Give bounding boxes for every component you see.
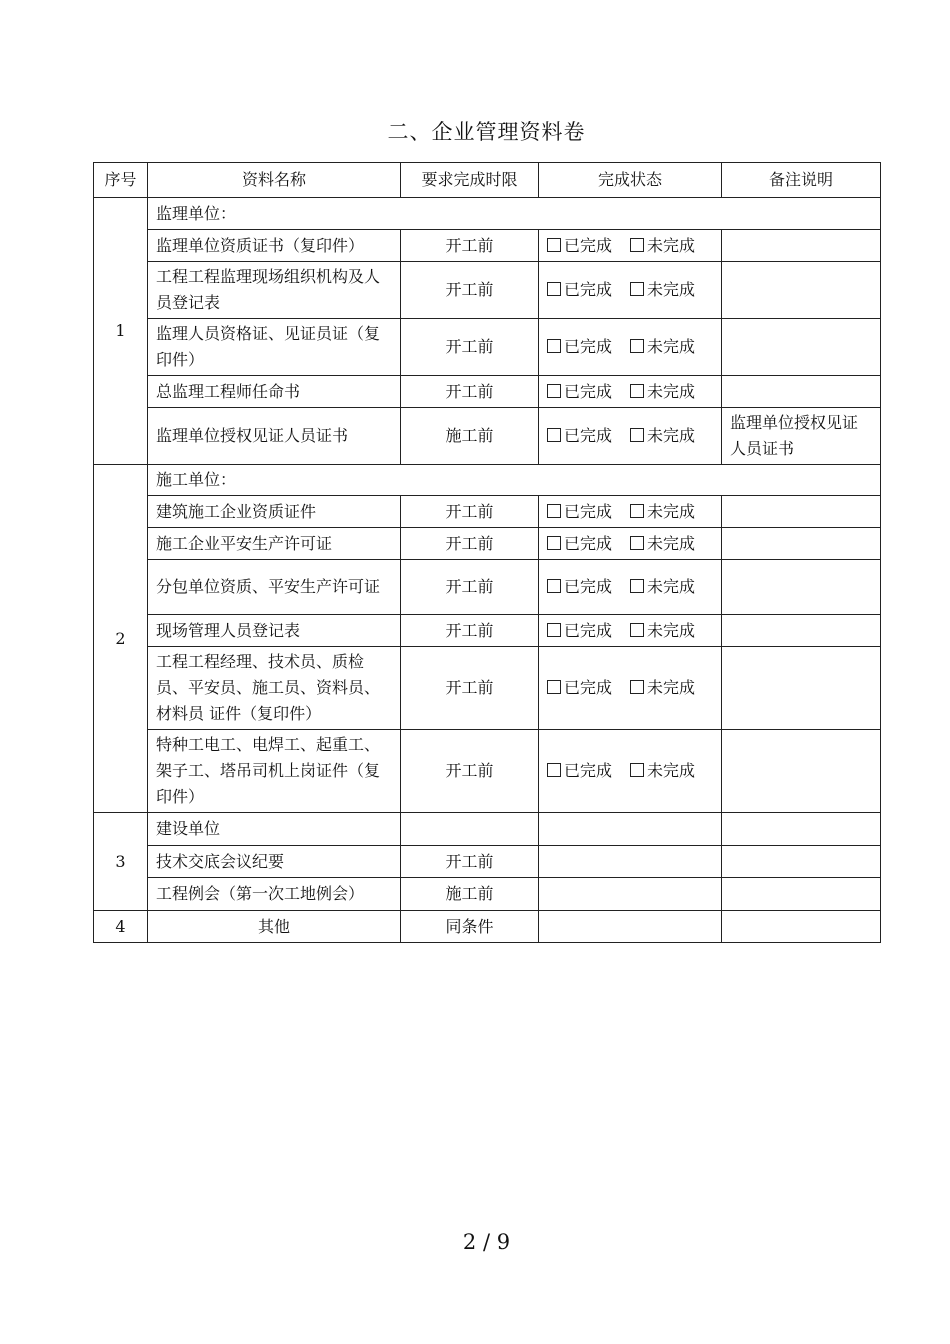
header-no: 序号 xyxy=(94,163,148,198)
table-row xyxy=(94,813,881,846)
item-deadline: 开工前 xyxy=(401,560,539,615)
item-status xyxy=(539,615,722,647)
status-not-done-label: 未完成 xyxy=(647,501,696,521)
checkbox-done[interactable] xyxy=(547,282,561,296)
table-row xyxy=(94,560,881,615)
item-deadline: 开工前 xyxy=(401,647,539,730)
table-row xyxy=(94,319,881,376)
item-status xyxy=(539,262,722,319)
checkbox-not-done[interactable] xyxy=(630,623,644,637)
item-status xyxy=(539,878,722,911)
table-row xyxy=(94,730,881,813)
item-status xyxy=(539,846,722,878)
section-label: 监理单位： xyxy=(148,198,881,230)
item-note xyxy=(722,528,881,560)
status-not-done-label: 未完成 xyxy=(647,620,696,640)
item-name: 监理单位资质证书（复印件） xyxy=(148,230,401,262)
table-row xyxy=(94,846,881,878)
item-name: 建设单位 xyxy=(148,813,401,846)
item-name: 其他 xyxy=(148,911,401,943)
table-row xyxy=(94,230,881,262)
item-deadline: 施工前 xyxy=(401,878,539,911)
item-note xyxy=(722,846,881,878)
status-not-done-label: 未完成 xyxy=(647,426,696,445)
checkbox-done[interactable] xyxy=(547,763,561,777)
table-row xyxy=(94,376,881,408)
item-name: 工程工程经理、技术员、质检员、平安员、施工员、资料员、材料员 证件（复印件） xyxy=(148,647,401,730)
item-note: 监理单位授权见证人员证书 xyxy=(722,408,881,465)
status-done-label: 已完成 xyxy=(564,235,613,255)
item-name: 工程工程监理现场组织机构及人员登记表 xyxy=(148,262,401,319)
checkbox-done[interactable] xyxy=(547,536,561,550)
header-note: 备注说明 xyxy=(722,163,881,198)
item-name: 监理单位授权见证人员证书 xyxy=(148,408,401,465)
status-done-label: 已完成 xyxy=(564,337,613,356)
item-note xyxy=(722,647,881,730)
status-done-label: 已完成 xyxy=(564,426,613,445)
item-note xyxy=(722,813,881,846)
checkbox-done[interactable] xyxy=(547,623,561,637)
status-done-label: 已完成 xyxy=(564,678,613,697)
item-status xyxy=(539,911,722,943)
status-not-done-label: 未完成 xyxy=(647,235,696,255)
group-number: 1 xyxy=(94,198,148,465)
page-number: 2 / 9 xyxy=(462,1230,511,1254)
checkbox-done[interactable] xyxy=(547,428,561,442)
group-number: 3 xyxy=(94,813,148,911)
item-note xyxy=(722,319,881,376)
section-label: 施工单位： xyxy=(148,465,881,496)
checkbox-done[interactable] xyxy=(547,339,561,353)
status-done-label: 已完成 xyxy=(564,761,613,780)
checkbox-not-done[interactable] xyxy=(630,238,644,252)
item-deadline: 开工前 xyxy=(401,319,539,376)
item-note xyxy=(722,730,881,813)
table-row xyxy=(94,408,881,465)
item-name: 特种工电工、电焊工、起重工、架子工、塔吊司机上岗证件（复印件） xyxy=(148,730,401,813)
checkbox-not-done[interactable] xyxy=(630,282,644,296)
status-done-label: 已完成 xyxy=(564,501,613,521)
table-header-row xyxy=(94,163,881,198)
status-not-done-label: 未完成 xyxy=(647,577,696,596)
item-deadline: 同条件 xyxy=(401,911,539,943)
item-deadline: 施工前 xyxy=(401,408,539,465)
item-deadline: 开工前 xyxy=(401,230,539,262)
status-not-done-label: 未完成 xyxy=(647,381,696,401)
table-row xyxy=(94,465,881,496)
records-table xyxy=(93,162,881,943)
group-number: 4 xyxy=(94,911,148,943)
checkbox-not-done[interactable] xyxy=(630,384,644,398)
item-status xyxy=(539,230,722,262)
item-deadline: 开工前 xyxy=(401,496,539,528)
status-not-done-label: 未完成 xyxy=(647,280,696,299)
item-note xyxy=(722,615,881,647)
table-row xyxy=(94,262,881,319)
table-row xyxy=(94,647,881,730)
item-deadline: 开工前 xyxy=(401,376,539,408)
item-status xyxy=(539,496,722,528)
checkbox-done[interactable] xyxy=(547,504,561,518)
item-note xyxy=(722,230,881,262)
item-status xyxy=(539,730,722,813)
status-done-label: 已完成 xyxy=(564,533,613,553)
status-done-label: 已完成 xyxy=(564,381,613,401)
checkbox-done[interactable] xyxy=(547,384,561,398)
item-note xyxy=(722,496,881,528)
checkbox-not-done[interactable] xyxy=(630,536,644,550)
item-status xyxy=(539,376,722,408)
status-not-done-label: 未完成 xyxy=(647,678,696,697)
item-status xyxy=(539,560,722,615)
header-name: 资料名称 xyxy=(148,163,401,198)
checkbox-done[interactable] xyxy=(547,238,561,252)
item-status xyxy=(539,647,722,730)
item-status xyxy=(539,408,722,465)
item-note xyxy=(722,560,881,615)
table-row xyxy=(94,496,881,528)
item-deadline: 开工前 xyxy=(401,262,539,319)
item-name: 监理人员资格证、见证员证（复印件） xyxy=(148,319,401,376)
checkbox-not-done[interactable] xyxy=(630,763,644,777)
header-state: 完成状态 xyxy=(539,163,722,198)
item-name: 建筑施工企业资质证件 xyxy=(148,496,401,528)
status-not-done-label: 未完成 xyxy=(647,533,696,553)
item-deadline: 开工前 xyxy=(401,846,539,878)
table-row xyxy=(94,911,881,943)
item-status xyxy=(539,319,722,376)
checkbox-not-done[interactable] xyxy=(630,680,644,694)
status-done-label: 已完成 xyxy=(564,577,613,596)
item-name: 技术交底会议纪要 xyxy=(148,846,401,878)
item-deadline: 开工前 xyxy=(401,528,539,560)
table-row xyxy=(94,615,881,647)
table-row xyxy=(94,528,881,560)
status-done-label: 已完成 xyxy=(564,620,613,640)
item-deadline: 开工前 xyxy=(401,730,539,813)
item-note xyxy=(722,262,881,319)
item-deadline: 开工前 xyxy=(401,615,539,647)
header-time: 要求完成时限 xyxy=(401,163,539,198)
item-name: 施工企业平安生产许可证 xyxy=(148,528,401,560)
item-status xyxy=(539,813,722,846)
checkbox-not-done[interactable] xyxy=(630,339,644,353)
table-row xyxy=(94,198,881,230)
item-status xyxy=(539,528,722,560)
page-title: 二、企业管理资料卷 xyxy=(387,120,586,144)
checkbox-done[interactable] xyxy=(547,579,561,593)
checkbox-not-done[interactable] xyxy=(630,504,644,518)
item-name: 分包单位资质、平安生产许可证 xyxy=(148,560,401,615)
item-note xyxy=(722,376,881,408)
checkbox-not-done[interactable] xyxy=(630,428,644,442)
item-note xyxy=(722,911,881,943)
status-done-label: 已完成 xyxy=(564,280,613,299)
status-not-done-label: 未完成 xyxy=(647,337,696,356)
item-deadline xyxy=(401,813,539,846)
item-name: 工程例会（第一次工地例会） xyxy=(148,878,401,911)
checkbox-not-done[interactable] xyxy=(630,579,644,593)
table-row xyxy=(94,878,881,911)
group-number: 2 xyxy=(94,465,148,813)
item-name: 现场管理人员登记表 xyxy=(148,615,401,647)
item-note xyxy=(722,878,881,911)
checkbox-done[interactable] xyxy=(547,680,561,694)
status-not-done-label: 未完成 xyxy=(647,761,696,780)
item-name: 总监理工程师任命书 xyxy=(148,376,401,408)
